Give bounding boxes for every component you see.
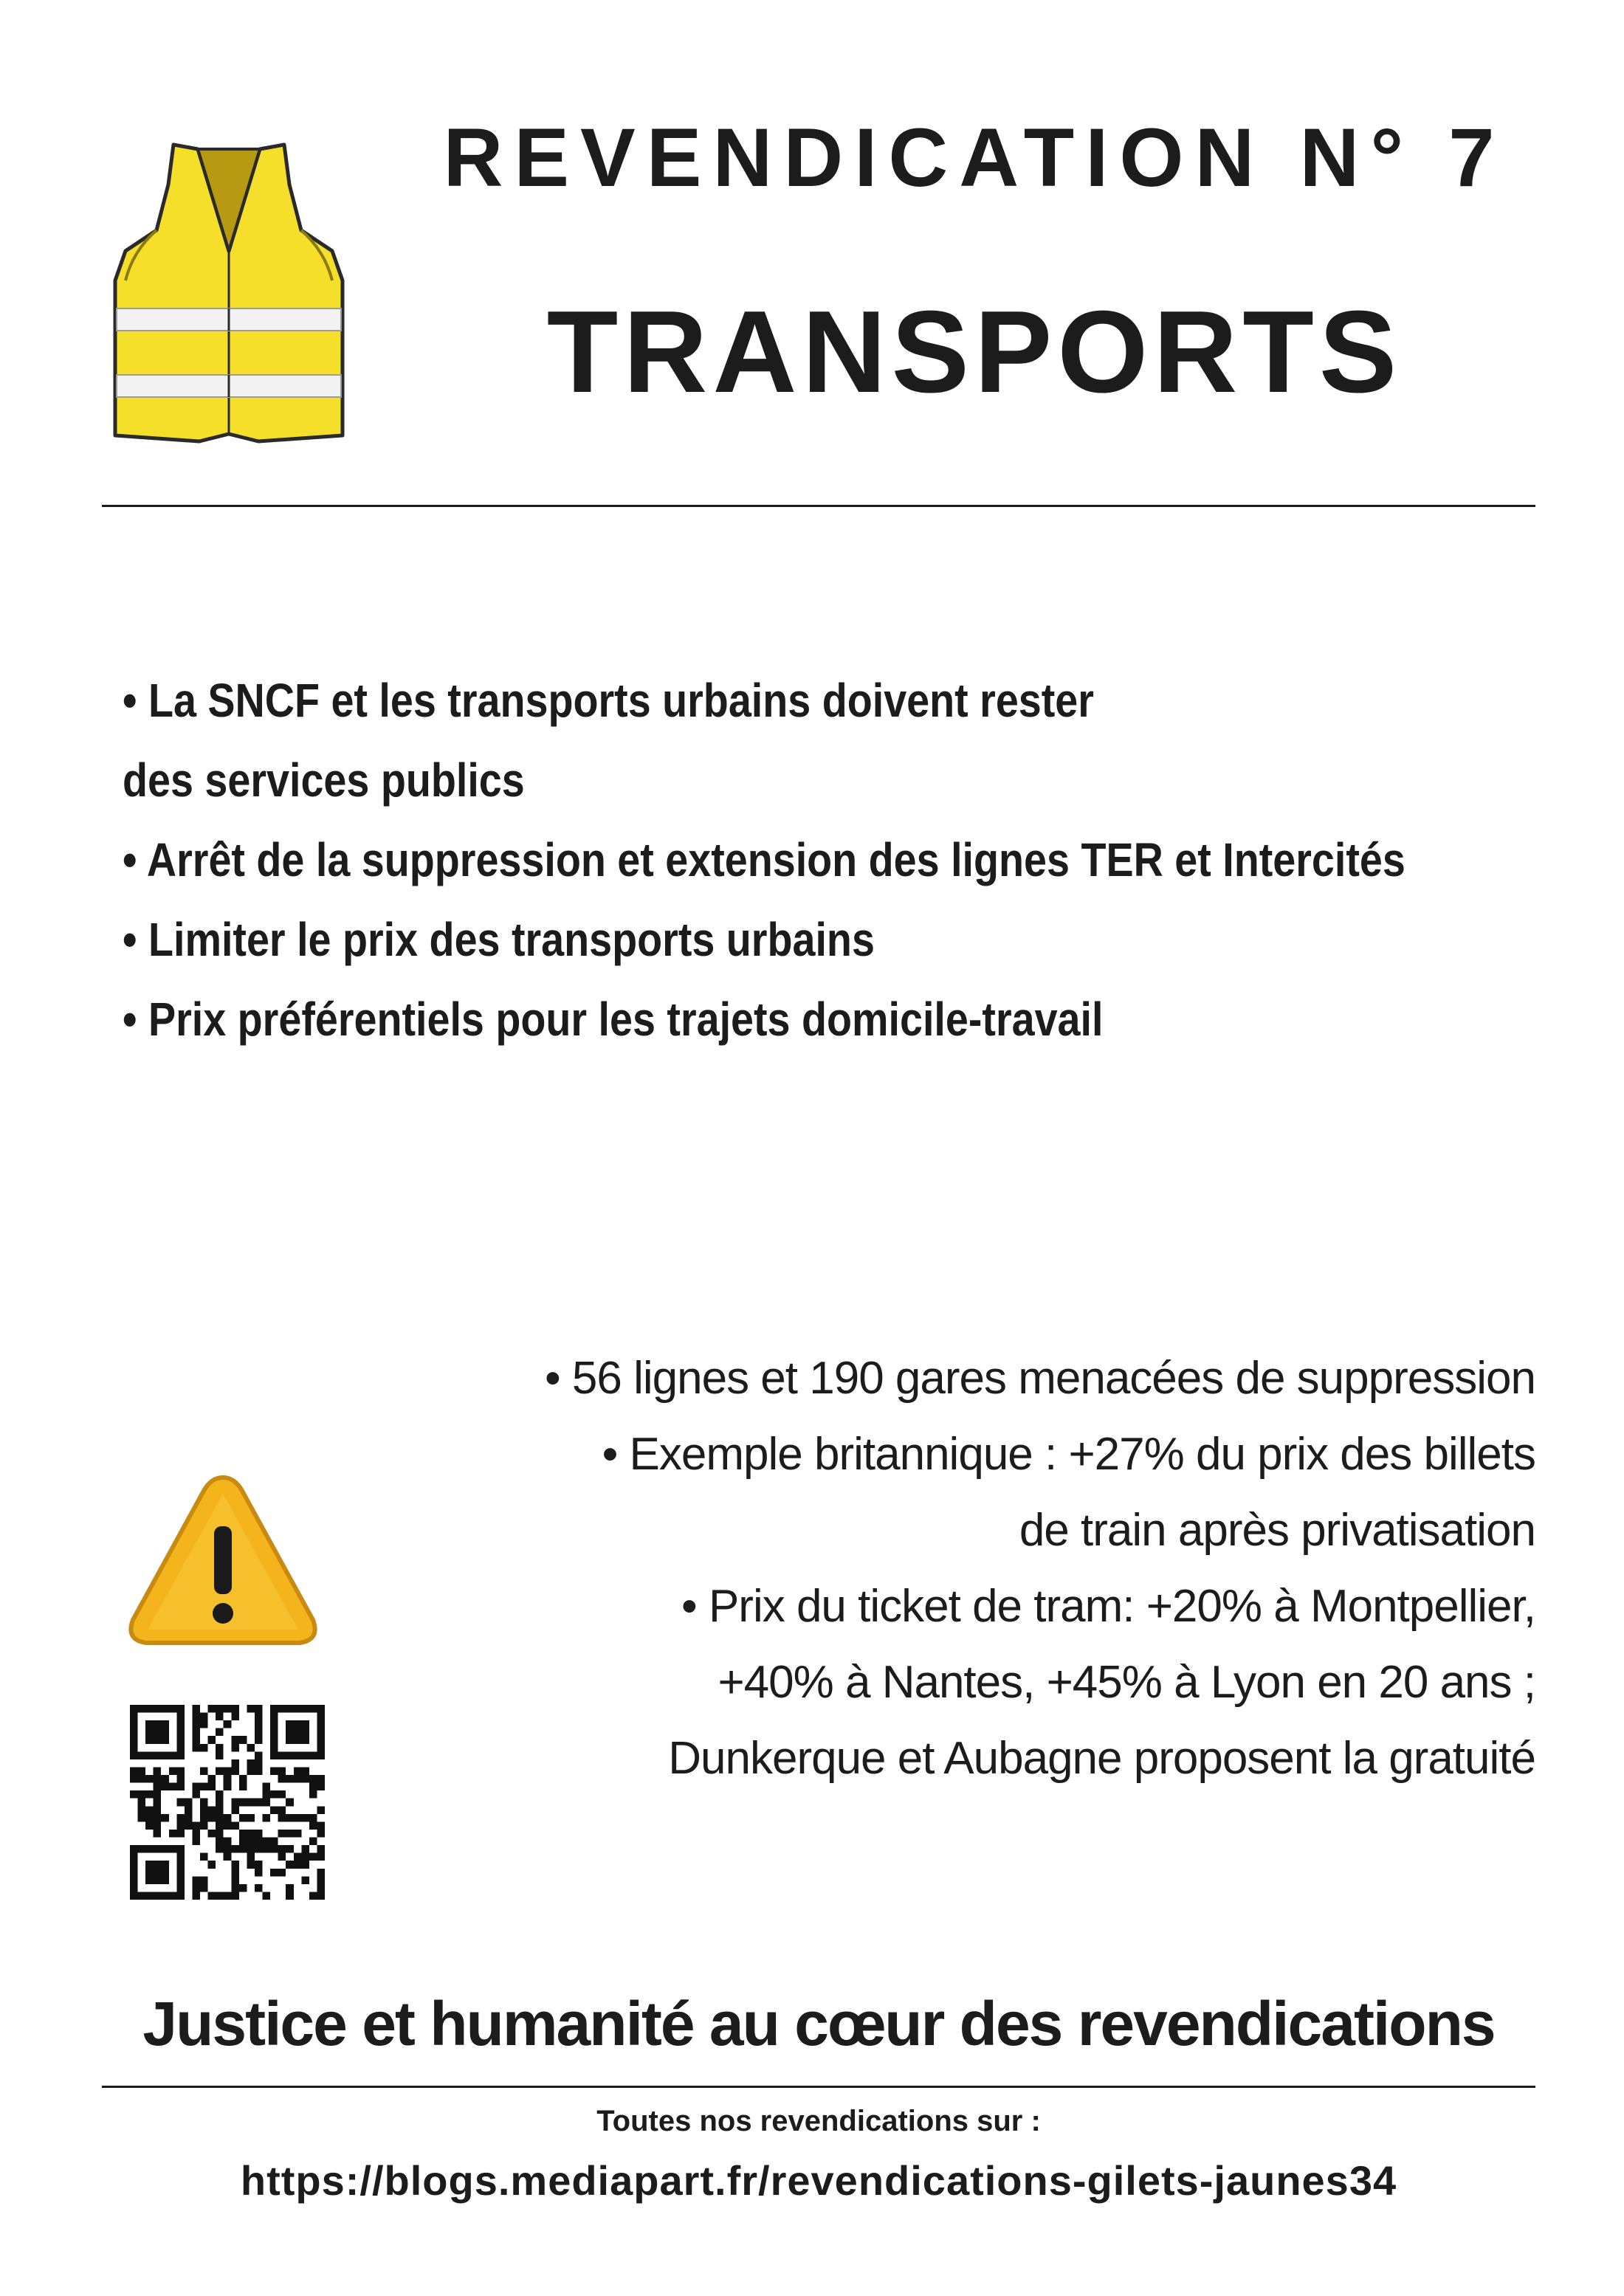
footer-label: Toutes nos revendications sur : [596, 2105, 1041, 2137]
yellow-vest-icon [111, 140, 347, 450]
divider-bottom [102, 2086, 1535, 2088]
demands-list [123, 661, 1405, 1059]
fact-line: • Exemple britannique : +27% du prix des billets [602, 1429, 1535, 1480]
fact-line: • Prix du ticket de tram: +20% à Montpellier, [681, 1581, 1535, 1632]
demand-item: des services publics [123, 754, 525, 807]
demand-item: • La SNCF et les transports urbains doivent rester [123, 674, 1094, 727]
demand-item: • Arrêt de la suppression et extension des lignes TER et Intercités [123, 833, 1405, 886]
demand-item: • Limiter le prix des transports urbains [123, 913, 875, 966]
warning-icon [124, 1469, 322, 1653]
demand-item: • Prix préférentiels pour les trajets domicile-travail [123, 993, 1104, 1046]
fact-line: • 56 lignes et 190 gares menacées de suppression [544, 1353, 1535, 1404]
slogan: Justice et humanité au cœur des revendications [142, 1989, 1495, 2058]
facts-list [413, 1340, 1535, 1796]
fact-line: Dunkerque et Aubagne proposent la gratuité [668, 1733, 1535, 1784]
qr-code-icon [130, 1705, 325, 1900]
title-topic: TRANSPORTS [546, 287, 1403, 417]
divider-top [102, 505, 1535, 507]
footer-url[interactable]: https://blogs.mediapart.fr/revendications-gilets-jaunes34 [240, 2157, 1397, 2204]
title-number: REVENDICATION N° 7 [443, 111, 1506, 204]
fact-line: +40% à Nantes, +45% à Lyon en 20 ans ; [718, 1657, 1535, 1708]
fact-line: de train après privatisation [1019, 1505, 1535, 1556]
